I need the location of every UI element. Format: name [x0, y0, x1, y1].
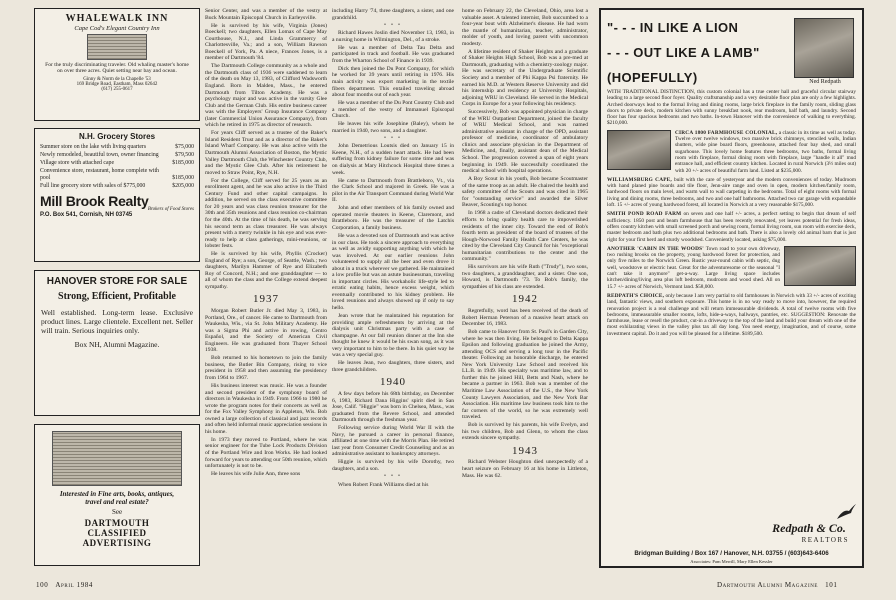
listing-cabin-title: ANOTHER 'CABIN IN THE WOODS'	[607, 245, 704, 252]
obituary-paragraph: Senior Center, and was a member of the vestry at Buck Mountain Episcopal Church in Earleysville.	[205, 8, 327, 21]
redpath-headline-2: - - - OUT LIKE A LAMB"	[607, 45, 760, 60]
classified-name: DARTMOUTH CLASSIFIED ADVERTISING	[82, 518, 152, 548]
farmhouse-photo	[607, 130, 671, 170]
obituary-paragraph: He leaves Jean, two daughters, three sisters, and three grandchildren.	[332, 360, 454, 373]
grocery-brand-sub: Brokers of Food Stores	[147, 206, 194, 212]
whalewalk-title: WHALEWALK INN	[65, 13, 169, 24]
obituary-paragraph: His survivors are his wife Ruth ("Trudy"), two sons, two daughters, a granddaughter, and a sister. One son, Howard, is Dartmouth '73. To Bob's family, the sympathies of his class are extended.	[462, 264, 588, 290]
obituary-paragraph: A few days before his 68th birthday, on December 6, 1983, Richard Dana Higgins' spirit died in San Jose, Calif. "Higgie" was born in Chelsea, Mass., was graduated from the Revere School, and attended Dartmouth through the freshman year.	[332, 390, 454, 424]
hanover-body: Well established. Long-term lease. Exclusive product lines. Large clientele. Excellent net. Seller will train. Serious inquiries only.	[41, 308, 193, 335]
classified-see: See	[111, 508, 123, 516]
grocery-listing-price: $205,000	[172, 182, 194, 189]
listing-redpaths-choice	[607, 293, 856, 337]
obituary-paragraph: He was a member of the Du Pont Country Club and a member of the vestry of Immanuel Episcopal Church.	[332, 100, 454, 120]
obituary-paragraph: John and other members of his family owned and operated movie theaters in Keene, Claremont, and Brattleboro. He was the treasurer of the Latchis Corporation, a family business.	[332, 205, 454, 231]
redpath-headline-1: "- - - IN LIKE A LION	[607, 20, 739, 35]
listing-cabin	[607, 246, 780, 290]
grocery-listing-row	[40, 183, 194, 190]
obituary-paragraph: A lifetime resident of Shaker Heights and a graduate of Shaker Heights High School, Bob was a pre-med at Dartmouth, graduating with a chemistry-zoology major. He was secretary of the Undergraduate Scientific Society and a member of Phi Kappa Psi fraternity. He earned his M.D. at Western Reserve University and did his internship and residency at University Hospitals, adjoining WRU in Cleveland. He served in the Medical Corps in Europe for a year following his residency.	[462, 48, 588, 108]
ad-whalewalk-inn	[34, 8, 200, 121]
grocery-listing-price: $79,500	[175, 152, 194, 159]
column-obituaries-3	[462, 8, 588, 576]
grocery-listing-price: $75,000	[175, 144, 194, 150]
listing-williamsburg-title: WILLIAMSBURG CAPE,	[607, 176, 672, 183]
hanover-box: Box NH, Alumni Magazine.	[74, 340, 160, 349]
right-page-title: Dartmouth Alumni Magazine	[717, 581, 819, 589]
obituary-paragraph: For years Cliff served as a trustee of the Baker's Island Resident Trust and as a director of the Baker's Island Wharf Company. He was also active with the Dartmouth Alumni Association of Boston, the Mystic Valley Dartmouth Club, the Winchester Country Club, and the Mystic Glee Club. After his retirement he moved to Straw Point, Rye, N.H.	[205, 130, 327, 176]
left-page-date: April 1984	[55, 581, 94, 589]
obituary-paragraph: Richard Hawes Joslin died November 13, 1983, in a nursing home in Wilmington, Del., of a stroke.	[332, 30, 454, 43]
class-year-heading: 1942	[512, 293, 538, 306]
listing-farmhouse-text: a classic in its time as well as today. Twelve over twelve windows, two massive brick chimneys, stenciled walls, Indian shutters, wide pine board floors, greenhouse, attached four bay shed, and small sugarhouse. This lovely home features three bedrooms, two baths, formal living room with fireplace, formal dining room with fireplace, large "handle it all" mud entrance hall, and efficient country kitchen. Located in rural Norwich (3½ miles out) with 20 +/- acres of beautiful farm land. Listed at $235,000.	[675, 129, 857, 174]
ned-redpath-photo	[794, 18, 854, 78]
grocery-listing-row	[40, 160, 194, 167]
obituary-paragraph: In 1968 a cadre of Cleveland doctors dedicated their efforts to bring quality health care to impoverished residents of the inner city. Toward the end of Bob's fourth term as president of the board of trustees of the Hough-Norwood Family Health Care Centers, he was cited by the Cleveland City Council for his "exceptional humanitarian contributions to the center and the community."	[462, 210, 588, 263]
obituary-paragraph: A Boy Scout in his youth, Bob became Scoutmaster of the same troop as an adult. He chaired the health and safety committee of the Scouts and was cited in 1965 for "outstanding service" and awarded the Silver Beaver, Scouting's top honor.	[462, 176, 588, 209]
listing-smith-pond-title: SMITH POND ROAD FARM	[607, 211, 682, 218]
obituary-paragraph: He leaves his wife Josephine (Baley), whom he married in 1940, two sons, and a daughter.	[332, 121, 454, 134]
grocery-listing-row	[40, 152, 194, 159]
listing-williamsburg	[607, 177, 856, 208]
obituary-paragraph: The Dartmouth College community as a whole and the Dartmouth class of 1936 were saddened to learn of the death on May 13, 1983, of Clifford Wadsworth England. Born in Malden, Mass., he entered Dartmouth from Tilton Academy. He was a psychology major and was active in the varsity Glee Club and the German Club. His entire business career was with the Employers' Group Insurance Company (later Commercial Union Assurance Company), from which he retired in 1975 as director of research.	[205, 63, 327, 129]
grocery-listing-price: $185,000	[172, 174, 194, 181]
right-page-number: 101	[825, 581, 838, 589]
obituary-paragraph: Bob returned to his hometown to join the family business, the Butler Bin Company, rising to vice president in 1958 and then assuming the presidency from 1964 to 1967.	[205, 355, 327, 381]
obituary-paragraph: In 1973 they moved to Portland, where he was senior engineer for the Tube Lock Products Division of the Portland Wire and Iron Works. He had looked forward for years to attending our 50th reunion, which unfortunately is not to be.	[205, 436, 327, 470]
obituary-paragraph: He is survived by his wife, Virginia (Jones) Boeckell; two daughters, Ellen Lomax of Cape May Courthouse, N.J., and Linda Grammercy of Charlottesville, Va.; and a son, William Rawson Boeckell of York, Pa. A niece, Frances Jones, is a member of Dartmouth '84.	[205, 22, 327, 62]
grocery-listing-row	[40, 168, 194, 181]
redpath-logo: Redpath & Co.	[772, 521, 846, 535]
obituary-paragraph: Regretfully, word has been received of the death of Robert Herman Peterson of a massive heart attack on December 16, 1983.	[462, 307, 588, 328]
grocery-listing-price: $185,000	[172, 160, 194, 167]
grocery-listing-desc: Newly remodeled, beautiful town, owner financing	[40, 152, 159, 159]
obituary-paragraph: Higgie is survived by his wife Dorothy, two daughters, and a son.	[332, 459, 454, 472]
hanover-title: HANOVER STORE FOR SALE	[46, 276, 188, 287]
whalewalk-owners: Ginny & Norm de la Chapelle '53	[83, 76, 151, 82]
obituary-paragraph: He is survived by his wife, Phyllis (Crocker) England of Rye; a son, George, of Seattle, Wash.; two daughters, Marilyn Hammer of Rye and Elizabeth Roy of Concord, N.H.; and one granddaughter — to all of whom the class and the College extend deepest sympathy.	[205, 251, 327, 290]
listing-choice-text: only because I am very partial to old farmhouses in Norwich with 33 +/- acres of exciting land, fantastic views, and southern exposure. This home is in no way ready to move into, however, the required renovation project is a real challenge and will return immeasurable dividends. A total of twelve rooms with five bedrooms, immeasurable smaller rooms, lofts, hide-a-ways, hallways, pantries, etc. SUGGESTION: Renovate the farmhouse, lease or resell the product, cut-in a driveway to the top of the land and build your dream with one of the most exhilarating views in the valley plus tax all day long. You need energy, imagination, and of course, some investment capital. Do it and you will be pleased for a lifetime. $189,500.	[607, 292, 856, 337]
grocery-listing-desc: Convenience store, restaurant, home complete with pool	[40, 168, 159, 181]
obituary-paragraph: He was a member of Delta Tau Delta and participated in track and football. He was graduated from the Wharton School of Finance in 1939.	[332, 44, 454, 64]
whalewalk-phone: (617) 255-0617	[101, 86, 133, 92]
hanover-subtitle: Strong, Efficient, Profitable	[58, 291, 176, 302]
obituary-paragraph: Bob came to Hanover from St. Paul's in Garden City, where he was then living. He belonged to Delta Kappa Epsilon and following graduation he joined the Army, attending OCS and serving a long tour in the Pacific theater. Following an honorable discharge, he entered New York University Law School and received his LL.B. in 1949. His specialty was maritime law, and to further this he joined Hill, Betts and Nash, where he became a partner in 1963. Bob was a member of the Maritime Law Association of the U.S., the New York County Lawyers Association, and the New York Bar Association. His maritime law business took him to the far corners of the world, so he was extremely well traveled.	[462, 329, 588, 421]
column-obituaries-1	[205, 8, 327, 576]
redpath-footer: Bridgman Building / Box 167 / Hanover, N.H. 03755 / (603)643-6406	[634, 550, 829, 557]
redpath-headline-3: (HOPEFULLY)	[607, 70, 698, 85]
listing-smith-pond	[607, 211, 856, 242]
listing-williamsburg-text: built with the care of yesteryear and the modern conveniences of today. Mudroom with hand planed pine boards and tile floor, Jenn-aire range and oven in open, modern kitchen/family room, hardwood floors on main level, and warm wall to wall carpeting in the bedrooms. Total of eight rooms with formal living and dining rooms, three bedrooms, and two and one half bathrooms. Attached two car garage with expandable loft. 15 +/- acres of young hardwood forest, all located in Norwich at a very reasonable $175,000.	[607, 176, 856, 209]
obituary-paragraph: John Demetrious Loutsis died on January 15 in Keene, N.H., of a sudden heart attack. He had been suffering from kidney failure for some time and was on dialysis at Mary Hitchcock Hospital three times a week.	[332, 143, 454, 176]
grocery-address: P.O. Box 541, Cornish, NH 03745	[40, 211, 133, 218]
obituary-paragraph: His business interest was music. He was a founder and second president of the symphony board of directors in Waukesha in 1949. From 1966 to 1980 he wrote the program notes for their concerts as well as for the Fox Valley Symphony in Appleton, Wis. Bob owned a large collection of classical and jazz records and often held informal music appreciation sessions in his home.	[205, 382, 327, 435]
grocery-listing-desc: Full line grocery store with sales of $775,000	[40, 182, 146, 189]
grocery-listing-desc: Summer store on the lake with living quarters	[40, 144, 147, 150]
ad-grocery-stores	[34, 128, 200, 262]
listing-cabin-text: Town road to your own driveway, two rushing brooks on the property, young hardwood forest for protection, and only five miles to the Norwich Green. Rustic year-round cabin with septic, dug well, woodstove or electric heat. Great for the adventuresome or the seasonal "I can't take it anymore" get-a-way. Large living space includes kitchen/dining/living area plus loft bedroom, mudroom and wood shed. All on 15.7 +/- acres of Norwich, Vermont land. $58,000.	[607, 245, 780, 290]
obituary-paragraph: He was a devoted son of Dartmouth and was active in our class. He took a sincere approach to everything as well as avidly supporting anything with which he was involved. At our earlier reunions John volunteered to supply all the beer and even drove it about in a truck wherever we gathered. He maintained a low profile but was an astute businessman, traveling in important circles. His workaholic life-style led to erratic eating habits, hence excess weight, which eventually contributed to his kidney problem. He loved reunions and always showed up if only to say hello.	[332, 233, 454, 312]
ad-hanover-store	[34, 270, 200, 416]
grocery-brand: Mill Brook Realty	[40, 192, 149, 209]
classified-lead: Interested in Fine arts, books, antiques, travel and real estate?	[59, 490, 175, 506]
obituary-paragraph: Morgan Robert Butler Jr. died May 3, 1983, in Portland, Ore., of cancer. He came to Dartmouth from Waukesha, Wis., via St. John Military Academy. He was a Sigma Phi and active in rowing, Centro Español, and the Society of American Civil Engineers. He was graduated from Thayer School 1938.	[205, 307, 327, 354]
separator-dots: • • •	[384, 135, 402, 141]
class-year-heading: 1937	[253, 293, 279, 306]
grocery-title: N.H. Grocery Stores	[78, 132, 156, 141]
redpath-associates: Associates: Pam Merrill, Mary Ellen Kessler	[690, 559, 773, 564]
obituary-paragraph: When Robert Frank Williams died at his	[338, 481, 429, 488]
listing-farmhouse	[675, 130, 856, 174]
column-obituaries-2	[332, 8, 454, 576]
cabin-photo	[784, 246, 856, 286]
obituary-paragraph: He came to Dartmouth from Brattleboro, Vt., via the Clark School and majored in Greek. He was a pilot in the Air Transport Command during World War II.	[332, 177, 454, 204]
separator-dots: • • •	[384, 474, 402, 480]
obituary-paragraph: Successively, Bob was appointed physician in charge of the WRU Outpatient Department, joined the faculty of WRU Medical School, and was named administrative assistant in charge of the OPD, assistant professor of medicine, coordinator of ambulatory clinics and associate physician in the Department of Medicine, and, finally, assistant dean of the Medical School. The progression covered a span of eight years beginning in 1949. He successfully coordinated the medical school with hospital operations.	[462, 109, 588, 175]
obituary-paragraph: Dick then joined the Du Pont Company, for which he worked for 39 years until retiring in 1976. His main activity was export marketing in the textile fibers department. This entailed traveling abroad about four months out of each year.	[332, 65, 454, 99]
right-page-footer	[717, 581, 837, 589]
class-year-heading: 1943	[512, 444, 538, 457]
heron-logo-icon	[835, 503, 857, 521]
whalewalk-address: 169 Bridge Road, Eastham, Mass 02642	[76, 81, 158, 87]
listing-smith-pond-text: on seven and one half +/- acres, a perfect setting to begin that dream of self sufficiency. 1850 post and beam farmhouse that has been recently renovated, yet leaves potential for fresh ideas, offers country kitchen with small screened porch and sewing room, formal living room, sun room with exercise deck, master bedroom and bath plus two additional bedrooms and bath. There is also a lovely old animal barn that is just right for your first herd and sturdy woodshed. Conveniently located, asking $75,000.	[607, 211, 856, 243]
grocery-listing-row	[40, 144, 194, 151]
separator-dots: • • •	[384, 22, 402, 28]
obituary-paragraph: home on February 22, the Cleveland, Ohio, area lost a valuable asset. A talented internist, Bob succumbed to a four-year bout with Alzheimer's disease. He had worn the mantle of humanitarian, teacher, administrator, molder of youth, and loving parent with uncommon modesty.	[462, 8, 588, 47]
left-page-number: 100	[36, 581, 49, 589]
class-year-heading: 1940	[380, 376, 406, 389]
obituary-paragraph: For the College, Cliff served for 25 years as an enrollment agent, and he was also active in the Third Century Fund and other capital campaigns. In addition, he served on the class executive committee for 20 years and was class reunion treasurer for the 30th and 35th reunions and class reunion co-chairman for the 40th. At the time of his death, he was serving his second term as class treasurer. He was always present with a merry twinkle in his eye and was ever-ready to help at class gatherings, mini-reunions, or lobster fests.	[205, 177, 327, 250]
grocery-listing-desc: Village store with attached cape	[40, 160, 115, 167]
redpath-logo-sub: REALTORS	[801, 536, 849, 544]
whalewalk-subtitle: Cape Cod's Elegant Country Inn	[74, 25, 160, 32]
obituary-paragraph: Richard Webster Houghton died unexpectedly of a heart seizure on February 16 at his home in Littleton, Mass. He was 62.	[462, 459, 588, 479]
listing-farmhouse-title: CIRCA 1800 FARMHOUSE COLONIAL,	[675, 129, 778, 136]
whalewalk-body: For the truly discriminating traveler. Old whaling master's home on over three acres. Quiet setting near bay and ocean.	[45, 62, 189, 75]
campus-illustration	[52, 431, 182, 486]
redpath-photo-caption: Ned Redpath	[809, 79, 841, 85]
obituary-paragraph: Following service during World War II with the Navy, he pursued a career in personal finance, affiliated at one time with the Morris Plan. He retired last year from Consumer Credit Counseling and as an administrative assistant to bankruptcy attorneys.	[332, 425, 454, 458]
inn-illustration	[87, 34, 147, 60]
obituary-paragraph: including Harry '74, three daughters, a sister, and one grandchild.	[332, 8, 454, 21]
left-page-footer	[36, 581, 93, 589]
ad-classified	[34, 424, 200, 566]
obituary-paragraph: Jean wrote that he maintained his reputation for providing ample refreshments by arriving at the dialysis unit Christmas party with a case of champagne. At our fall reunion dinner at the Inn she thought he knew it would be his swan song, as it was very important to him to be there. In his quiet way he was a very special guy.	[332, 313, 454, 359]
redpath-intro: WITH TRADITIONAL DISTINCTION, this custom colonial has a true center hall and graceful circular stairway leading to a large second floor foyer. Quality craftsmanship and a very desirable floor plan are only a few highlights. Arched doorways lead to the formal living and dining rooms, large brick fireplace in the family room, sliding glass doors to private deck, modern kitchen with sunny breakfast nook, rear mudroom, half bath, and laundry. Second floor has four spacious bedrooms and two baths. In-town Hanover with the convenience of walking to everything. $210,000.	[607, 89, 856, 127]
listing-choice-title: REDPATH'S CHOICE,	[607, 292, 665, 299]
obituary-paragraph: Bob is survived by his parents, his wife Evelyn, and his two children, Bob and Glenn, to whom the class extends sincere sympathy.	[462, 422, 588, 442]
grocery-listing	[40, 144, 194, 190]
ad-redpath	[599, 8, 864, 568]
obituary-paragraph: He leaves his wife Julie Ann, three sons	[211, 471, 301, 478]
